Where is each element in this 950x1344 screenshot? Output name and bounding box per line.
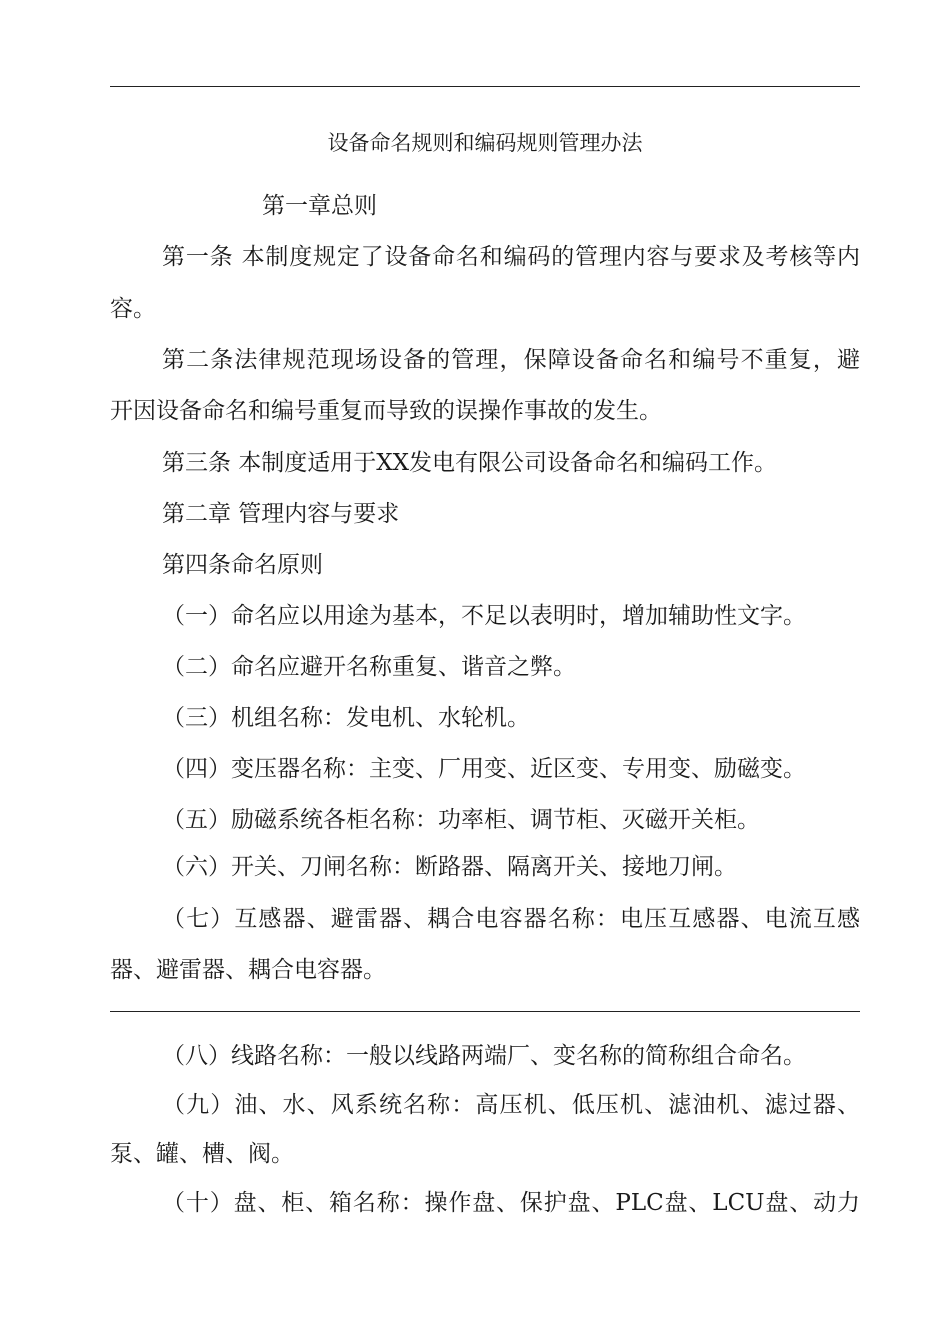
document-title: 设备命名规则和编码规则管理办法: [327, 131, 643, 155]
item-3: （三）机组名称：发电机、水轮机。: [162, 705, 530, 731]
item-7-line-1: （七）互感器、避雷器、耦合电容器名称：电压互感器、电流互感: [162, 906, 860, 932]
article-2-line-1: 第二条法律规范现场设备的管理，保障设备命名和编号不重复，避: [162, 347, 860, 373]
article-1-line-1: 第一条 本制度规定了设备命名和编码的管理内容与要求及考核等内: [162, 244, 860, 270]
item-10-line-1: （十）盘、柜、箱名称：操作盘、保护盘、PLC盘、LCU盘、动力: [162, 1190, 860, 1216]
header-rule: [110, 86, 860, 87]
article-1-line-2: 容。: [110, 296, 156, 322]
item-9-line-1: （九）油、水、风系统名称：高压机、低压机、滤油机、滤过器、: [162, 1092, 860, 1118]
item-2: （二）命名应避开名称重复、谐音之弊。: [162, 654, 576, 680]
item-9-line-2: 泵、罐、槽、阀。: [110, 1141, 294, 1167]
item-4: （四）变压器名称：主变、厂用变、近区变、专用变、励磁变。: [162, 756, 806, 782]
article-4-heading: 第四条命名原则: [162, 552, 323, 578]
article-2-line-2: 开因设备命名和编号重复而导致的误操作事故的发生。: [110, 398, 662, 424]
article-3: 第三条 本制度适用于XX发电有限公司设备命名和编码工作。: [162, 450, 778, 476]
item-7-line-2: 器、避雷器、耦合电容器。: [110, 957, 386, 983]
item-5: （五）励磁系统各柜名称：功率柜、调节柜、灭磁开关柜。: [162, 807, 760, 833]
chapter-1-heading: 第一章总则: [262, 193, 377, 219]
page-break-rule: [110, 1011, 860, 1012]
item-1: （一）命名应以用途为基本，不足以表明时，增加辅助性文字。: [162, 603, 806, 629]
item-6: （六）开关、刀闸名称：断路器、隔离开关、接地刀闸。: [162, 854, 737, 880]
chapter-2-heading: 第二章 管理内容与要求: [162, 501, 400, 527]
item-8: （八）线路名称：一般以线路两端厂、变名称的简称组合命名。: [162, 1043, 806, 1069]
